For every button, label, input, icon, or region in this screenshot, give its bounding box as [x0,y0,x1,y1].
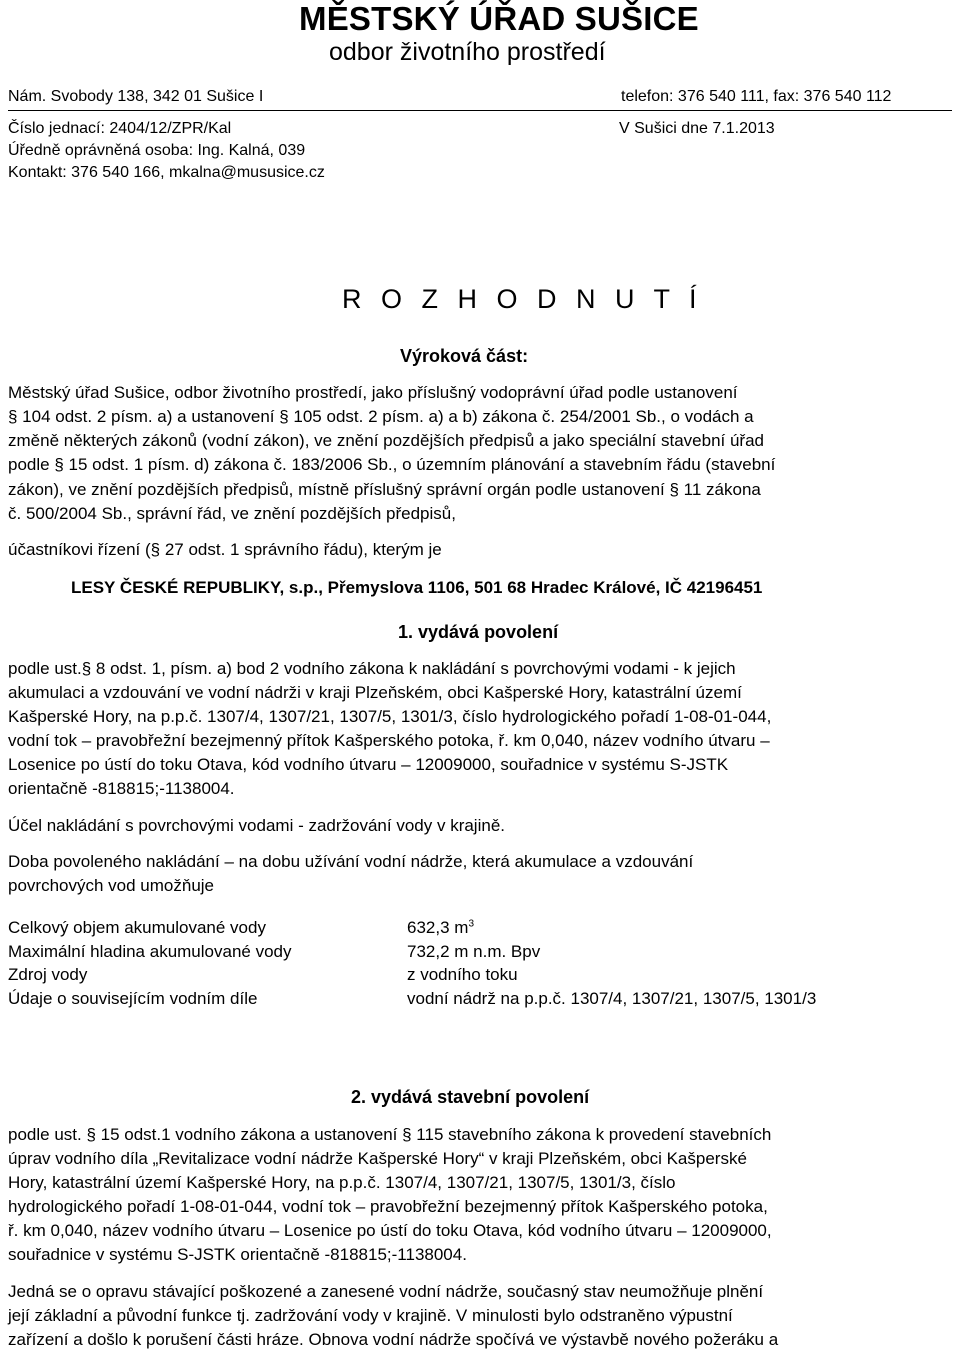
section-2-line: souřadnice v systému S-JSTK orientačně -818815;-1138004. [8,1245,467,1264]
repair-line: zařízení a došlo k porušení části hráze. Obnova vodní nádrže spočívá ve výstavbě nového požeráku a [8,1330,779,1349]
repair-line: Jedná se o opravu stávající poškozené a zanesené vodní nádrže, současný stav neumožňuje plnění [8,1282,764,1301]
section-2-line: podle ust. § 15 odst.1 vodního zákona a ustanovení § 115 stavebního zákona k provedení stavebních [8,1125,772,1144]
section-2-line: úprav vodního díla „Revitalizace vodní nádrže Kašperské Hory“ v kraji Plzeňském, obci Kašperské [8,1149,747,1168]
intro-line: § 104 odst. 2 písm. a) a ustanovení § 105 odst. 2 písm. a) a b) zákona č. 254/2001 Sb., o vodách a [8,407,754,426]
section-1-line: Losenice po ústí do toku Otava, kód vodního útvaru – 12009000, souřadnice v systému S-JSTK [8,755,729,774]
operative-part-label: Výroková část: [400,346,529,366]
place-date: V Sušici dne 7.1.2013 [619,120,775,137]
section-2-title: 2. vydává stavební povolení [351,1087,590,1107]
duration-line: Doba povoleného nakládání – na dobu užívání vodní nádrže, která akumulace a vzdouvání [8,852,694,871]
param-value: 632,3 $m^3$ [407,918,474,937]
param-value: z vodního toku [407,965,518,984]
section-1-line: podle ust.§ 8 odst. 1, písm. a) bod 2 vodního zákona k nakládání s povrchovými vodami - k jejich [8,659,736,678]
section-1-line: orientačně -818815;-1138004. [8,779,235,798]
table-row [8,989,816,1013]
participant-name: LESY ČESKÉ REPUBLIKY, s.p., Přemyslova 1106, 501 68 Hradec Králové, IČ 42196451 [71,578,763,597]
duration-line: povrchových vod umožňuje [8,876,215,895]
purpose-text: Účel nakládání s povrchovými vodami - zadržování vody v krajině. [8,816,505,835]
participant-intro: účastníkovi řízení (§ 27 odst. 1 správního řádu), kterým je [8,540,442,559]
department-subtitle: odbor životního prostředí [329,38,606,66]
intro-line: Městský úřad Sušice, odbor životního prostředí, jako příslušný vodoprávní úřad podle ustanovení [8,383,738,402]
param-label: Maximální hladina akumulované vody [8,941,292,961]
reference-number: Číslo jednací: 2404/12/ZPR/Kal [8,120,232,137]
section-2-line: Hory, katastrální území Kašperské Hory, na p.p.č. 1307/4, 1307/21, 1307/5, 1301/3, číslo [8,1173,676,1192]
repair-line: její základní a původní funkce tj. zadržování vody v krajině. V minulosti bylo odstraněno výpustní [8,1306,733,1325]
office-address: Nám. Svobody 138, 342 01 Sušice I [8,88,264,105]
decision-heading: R O Z H O D N U T Í [342,284,703,314]
section-1-line: Kašperské Hory, na p.p.č. 1307/4, 1307/21, 1307/5, 1301/3, číslo hydrologického pořadí 1-08-01-044, [8,707,772,726]
param-label: Celkový objem akumulované vody [8,918,266,937]
param-value: 732,2 m n.m. Bpv [407,941,541,961]
official-person: Úředně oprávněná osoba: Ing. Kalná, 039 [8,142,306,159]
section-1-line: akumulaci a vzdouvání ve vodní nádrži v kraji Plzeňském, obci Kašperské Hory, katastrální území [8,683,742,702]
intro-line: změně některých zákonů (vodní zákon), ve znění pozdějších předpisů a jako speciální stavební úřad [8,431,764,450]
table-row [8,942,816,966]
intro-line: podle § 15 odst. 1 písm. d) zákona č. 183/2006 Sb., o územním plánování a stavebním řádu (stavební [8,455,776,474]
param-label: Zdroj vody [8,965,88,984]
table-row [8,918,816,942]
intro-line: zákon), ve znění pozdějších předpisů, místně příslušný správní orgán podle ustanovení § 11 zákona [8,480,761,499]
section-1-title: 1. vydává povolení [398,622,559,642]
intro-line: č. 500/2004 Sb., správní řád, ve znění pozdějších předpisů, [8,504,456,523]
param-label: Údaje o souvisejícím vodním díle [8,988,258,1008]
table-row [8,965,816,989]
address-line [8,88,952,111]
parameters-table [8,918,816,1012]
office-phone-fax: telefon: 376 540 111, fax: 376 540 112 [621,88,892,105]
section-2-line: ř. km 0,040, název vodního útvaru – Losenice po ústí do toku Otava, kód vodního útvaru – 12009000, [8,1221,772,1240]
official-contact: Kontakt: 376 540 166, mkalna@mususice.cz [8,164,325,181]
param-value: vodní nádrž na p.p.č. 1307/4, 1307/21, 1307/5, 1301/3 [407,988,817,1008]
section-2-line: hydrologického pořadí 1-08-01-044, vodní tok – pravobřežní bezejmenný přítok Kašperského potoka, [8,1197,768,1216]
office-title: MĚSTSKÝ ÚŘAD SUŠICE [299,0,699,37]
section-1-line: vodní tok – pravobřežní bezejmenný přítok Kašperského potoka, ř. km 0,040, název vodního útvaru – [8,731,770,750]
